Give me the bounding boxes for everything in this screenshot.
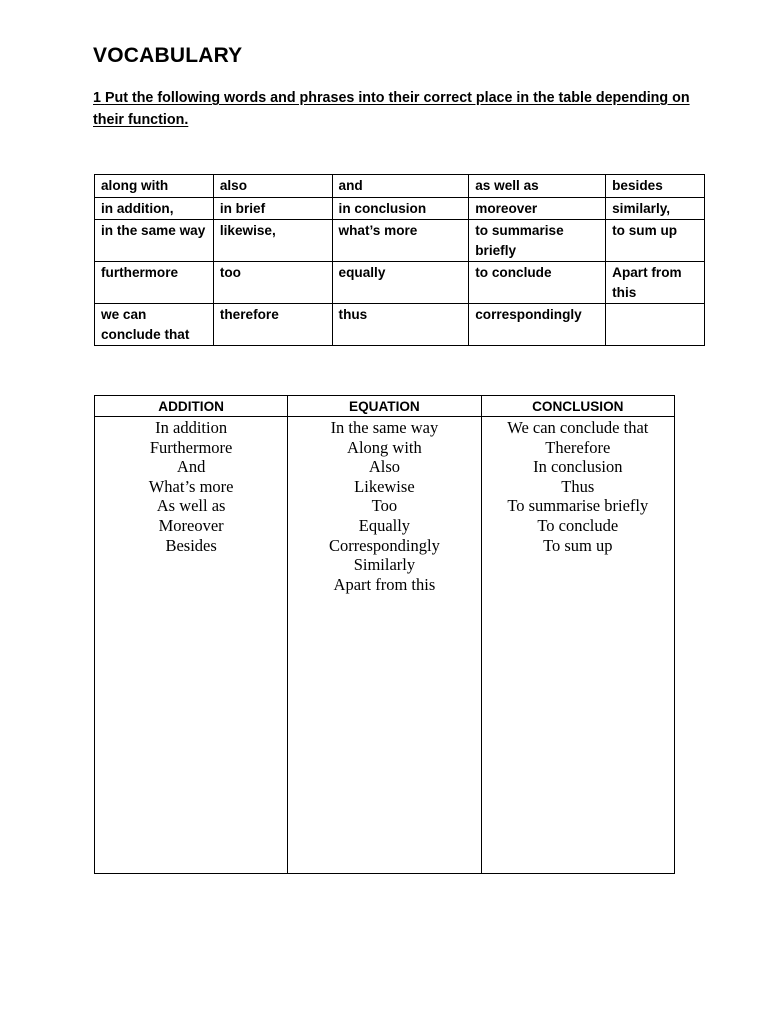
answer-column-conclusion (481, 417, 674, 874)
word-bank-cell (606, 304, 705, 346)
answer-header-row (95, 396, 675, 417)
word-bank-row (95, 304, 705, 346)
answer-item: We can conclude that (507, 418, 649, 437)
answer-item: In the same way (330, 418, 439, 437)
answer-item: Too (371, 496, 398, 516)
word-bank-cell: to conclude (469, 262, 606, 304)
word-bank-row (95, 220, 705, 262)
answer-item: As well as (156, 496, 226, 516)
word-bank-cell: what’s more (332, 220, 469, 262)
answer-item: Apart from this (333, 574, 436, 594)
word-bank-cell: in conclusion (332, 197, 469, 220)
answer-item: Moreover (158, 515, 224, 535)
answer-body-row (95, 417, 675, 874)
word-bank-cell: equally (332, 262, 469, 304)
answer-column-equation (288, 417, 481, 874)
word-bank-cell: and (332, 175, 469, 198)
answer-column-header-addition: ADDITION (95, 396, 288, 417)
answer-item: Besides (165, 535, 217, 555)
page-title: VOCABULARY (93, 44, 243, 67)
answer-column-addition (95, 417, 288, 874)
answer-item: In addition (155, 418, 228, 437)
word-bank-cell: furthermore (95, 262, 214, 304)
word-bank-cell: in addition, (95, 197, 214, 220)
word-bank-cell: therefore (213, 304, 332, 346)
word-bank-cell: along with (95, 175, 214, 198)
answer-table (94, 395, 675, 874)
word-bank-table (94, 174, 705, 346)
word-bank-cell: as well as (469, 175, 606, 198)
exercise-instruction-text: Put the following words and phrases into their correct place in the table depending on their function. (93, 90, 690, 128)
word-bank-cell: besides (606, 175, 705, 198)
word-bank-row (95, 197, 705, 220)
word-bank-cell: moreover (469, 197, 606, 220)
answer-item: Equally (358, 515, 411, 535)
answer-item: To sum up (543, 535, 613, 555)
answer-column-header-conclusion: CONCLUSION (481, 396, 674, 417)
word-bank-cell: thus (332, 304, 469, 346)
word-bank-cell: also (213, 175, 332, 198)
word-bank-cell: in brief (213, 197, 332, 220)
answer-item: In conclusion (533, 457, 623, 477)
word-bank-cell: in the same way (95, 220, 214, 262)
word-bank-row (95, 175, 705, 198)
word-bank-row (95, 262, 705, 304)
answer-item: What’s more (148, 476, 234, 496)
answer-item: Furthermore (149, 437, 233, 457)
answer-item: Correspondingly (328, 535, 440, 555)
answer-item: To conclude (537, 515, 619, 535)
answer-column-header-equation: EQUATION (288, 396, 481, 417)
word-bank-cell: Apart from this (606, 262, 705, 304)
answer-item: Therefore (545, 437, 611, 457)
exercise-instruction (93, 87, 693, 131)
word-bank-cell: too (213, 262, 332, 304)
answer-item: Also (368, 457, 400, 477)
answer-item: To summarise briefly (507, 496, 649, 516)
answer-item: Thus (561, 476, 595, 496)
exercise-number: 1 (93, 90, 101, 106)
word-bank-cell: similarly, (606, 197, 705, 220)
answer-item: And (176, 457, 206, 477)
answer-item: Similarly (353, 555, 416, 575)
word-bank-cell: likewise, (213, 220, 332, 262)
word-bank-cell: to summarise briefly (469, 220, 606, 262)
answer-item: Likewise (354, 476, 415, 496)
word-bank-cell: correspondingly (469, 304, 606, 346)
answer-item: Along with (347, 437, 422, 457)
word-bank-cell: to sum up (606, 220, 705, 262)
word-bank-cell: we can conclude that (95, 304, 214, 346)
word-bank-body (95, 175, 705, 346)
